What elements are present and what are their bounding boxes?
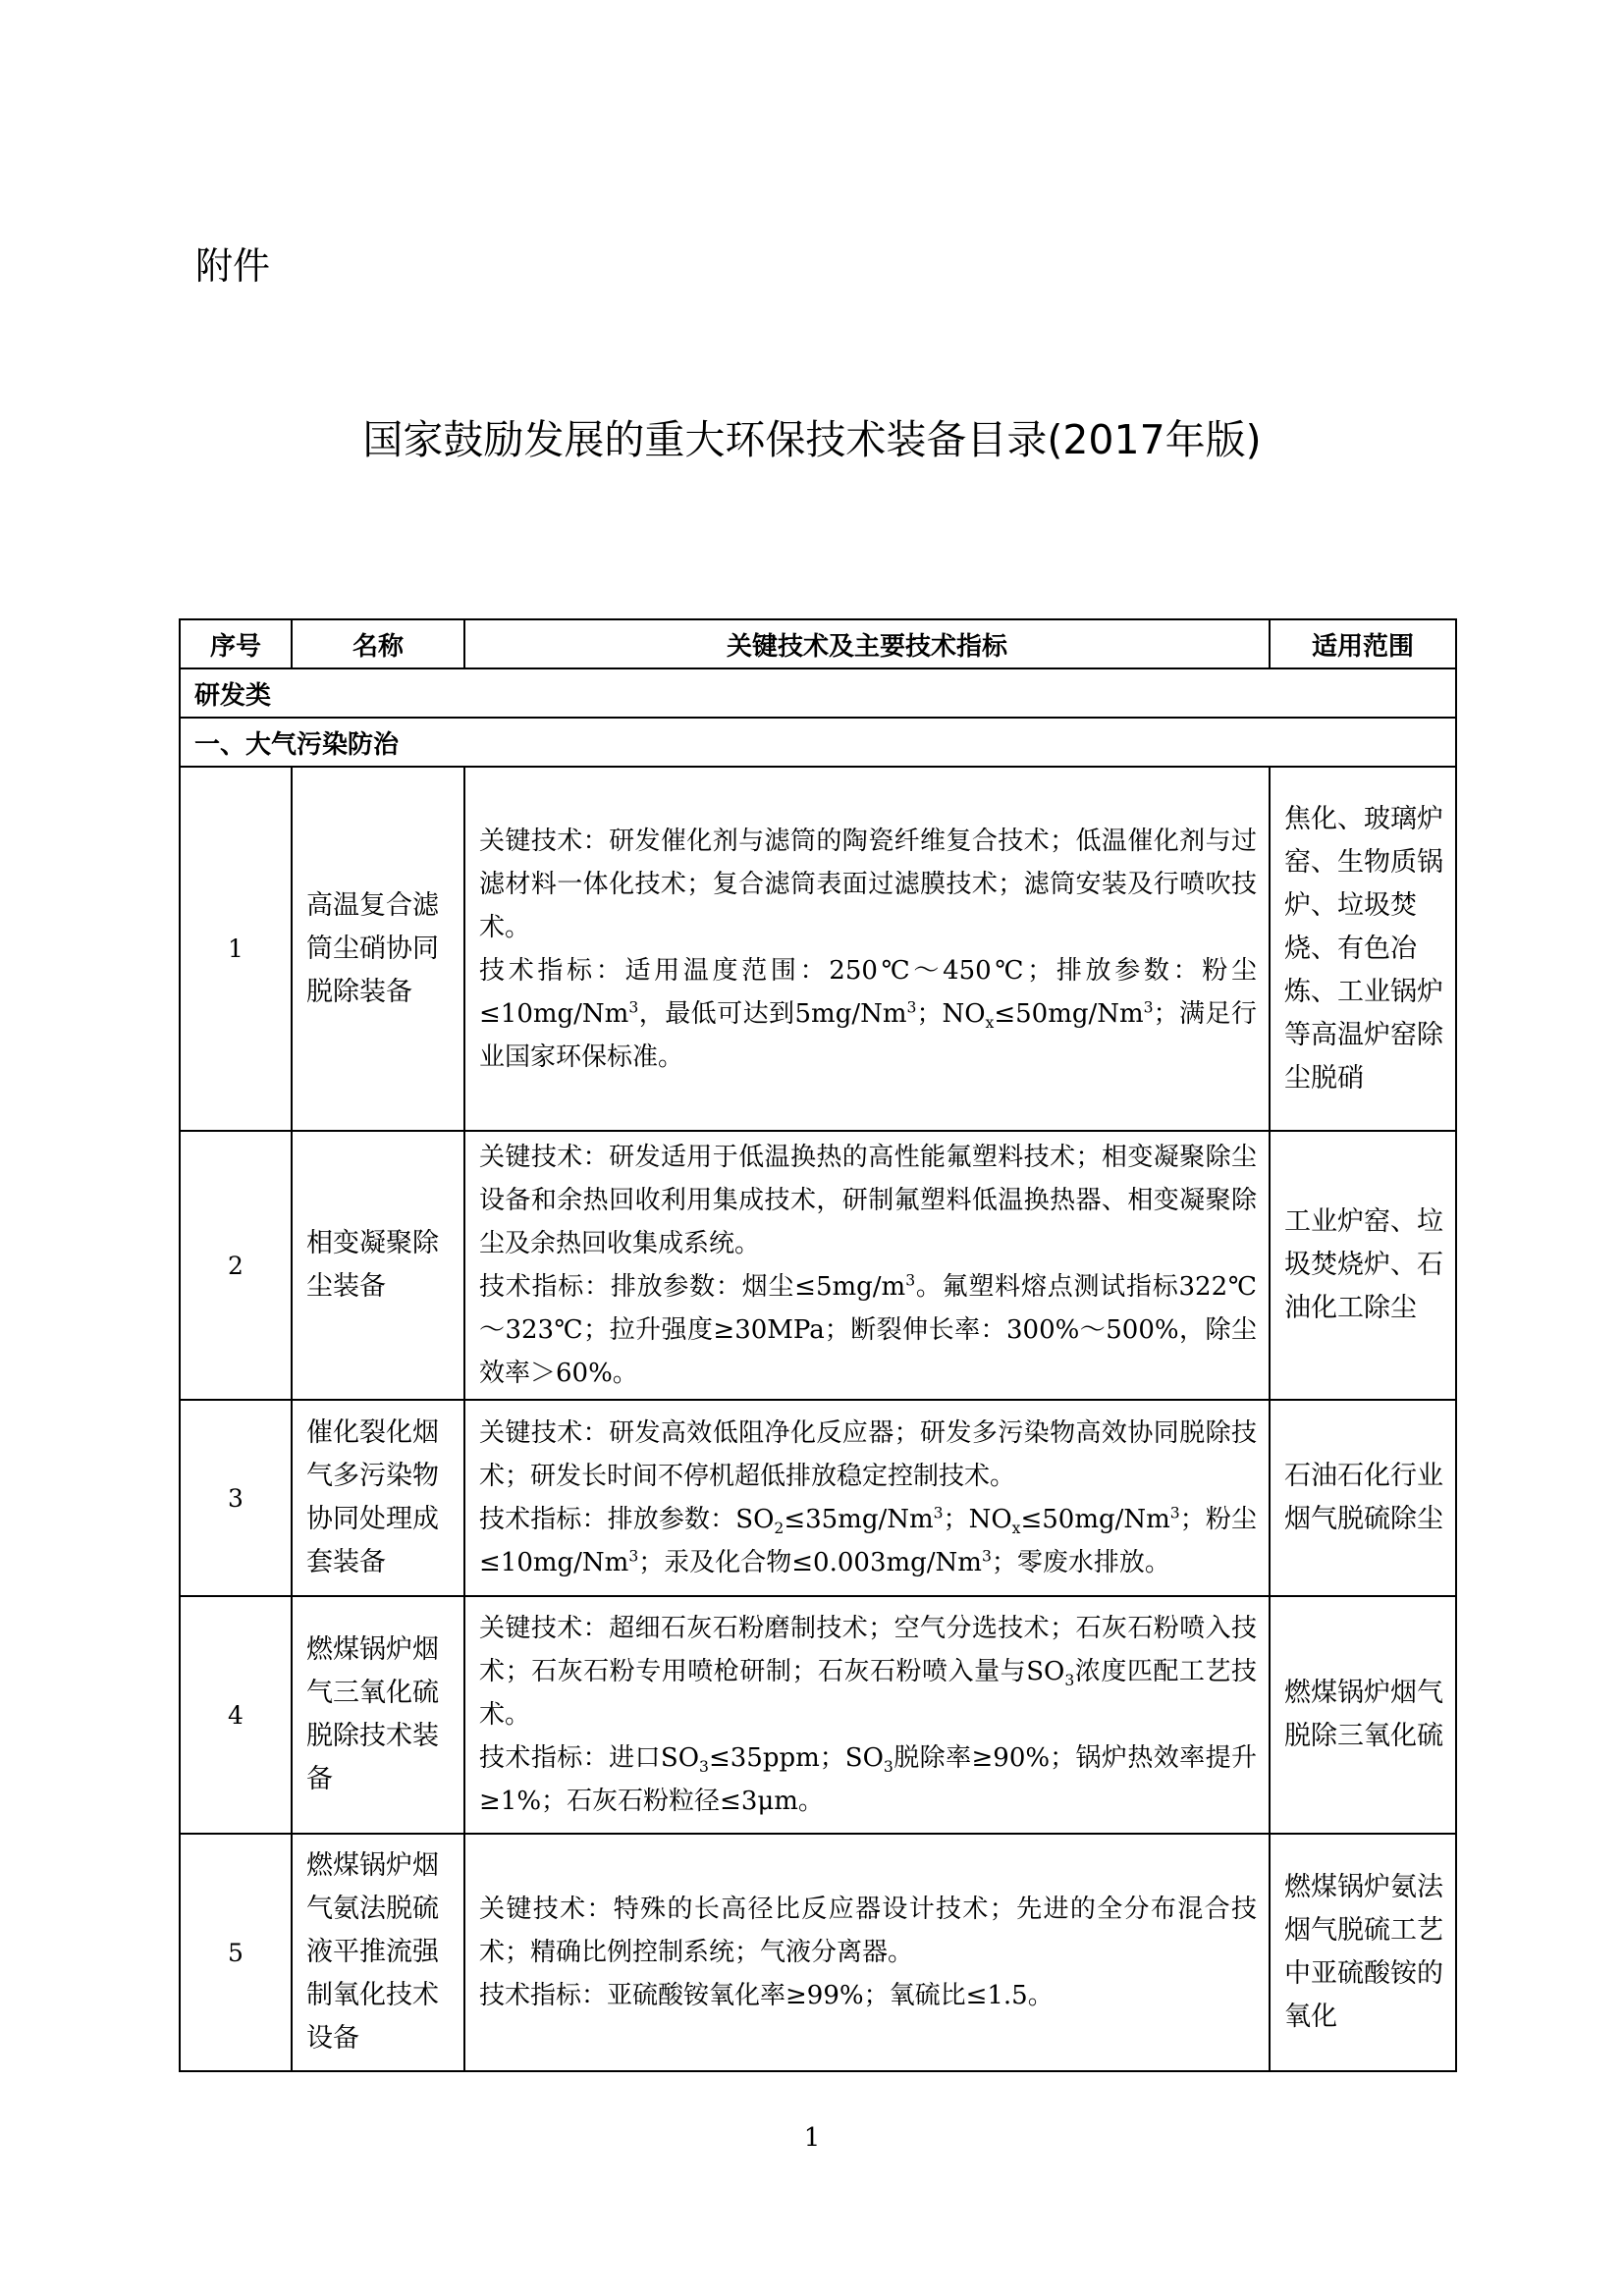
application-scope: 工业炉窑、垃圾焚烧炉、石油化工除尘 bbox=[1270, 1131, 1456, 1400]
table-row bbox=[180, 767, 1456, 1131]
key-technology-cell bbox=[464, 1596, 1270, 1834]
technical-indicators-text: 技术指标：适用温度范围：250℃～450℃；排放参数：粉尘$\le 10mg/Nm^3$，最低可达到5mg/Nm$^3$；$NO_x\le 50mg/Nm^3$；满足行业国家环保标准。 bbox=[479, 955, 1257, 1072]
technical-indicators-text: 技术指标：排放参数：$SO_2\le 35mg/Nm^3$；$NO_x\le 50mg/Nm^3$；粉尘$\le 10mg/Nm^3$；汞及化合物$\le 0.003mg/Nm^3$；零废水排放。 bbox=[479, 1504, 1257, 1577]
table-row bbox=[180, 1131, 1456, 1400]
column-header-no: 序号 bbox=[180, 619, 292, 668]
technical-indicators-text: 技术指标：进口$SO_3\le 35ppm$；$SO_3$脱除率≥90%；锅炉热效率提升≥1%；石灰石粉粒径≤3μm。 bbox=[479, 1743, 1257, 1816]
attachment-label: 附件 bbox=[195, 244, 271, 288]
document-title: 国家鼓励发展的重大环保技术装备目录(2017年版) bbox=[362, 416, 1262, 463]
table-row bbox=[180, 1834, 1456, 2071]
key-technology-cell bbox=[464, 1131, 1270, 1400]
application-scope: 燃煤锅炉氨法烟气脱硫工艺中亚硫酸铵的氧化 bbox=[1270, 1834, 1456, 2071]
equipment-name: 催化裂化烟气多污染物协同处理成套装备 bbox=[292, 1400, 464, 1596]
category-row bbox=[180, 668, 1456, 718]
key-technology-cell bbox=[464, 767, 1270, 1131]
equipment-name: 燃煤锅炉烟气氨法脱硫液平推流强制氧化技术设备 bbox=[292, 1834, 464, 2071]
key-technology-text: 关键技术：研发催化剂与滤筒的陶瓷纤维复合技术；低温催化剂与过滤材料一体化技术；复合滤筒表面过滤膜技术；滤筒安装及行喷吹技术。 bbox=[479, 826, 1257, 942]
row-number: 4 bbox=[180, 1596, 292, 1834]
key-technology-cell bbox=[464, 1400, 1270, 1596]
column-header-key-tech: 关键技术及主要技术指标 bbox=[464, 619, 1270, 668]
section-row bbox=[180, 718, 1456, 767]
row-number: 5 bbox=[180, 1834, 292, 2071]
technical-indicators-text: 技术指标：排放参数：烟尘$\le 5mg/m^3$。氟塑料熔点测试指标322℃～323℃；拉升强度≥30MPa；断裂伸长率：300%～500%，除尘效率＞60%。 bbox=[479, 1271, 1257, 1388]
table-row bbox=[180, 1596, 1456, 1834]
table-header-row bbox=[180, 619, 1456, 668]
equipment-catalog-table bbox=[179, 618, 1457, 2072]
row-number: 2 bbox=[180, 1131, 292, 1400]
category-label: 研发类 bbox=[180, 668, 1456, 718]
column-header-name: 名称 bbox=[292, 619, 464, 668]
equipment-name: 燃煤锅炉烟气三氧化硫脱除技术装备 bbox=[292, 1596, 464, 1834]
column-header-scope: 适用范围 bbox=[1270, 619, 1456, 668]
key-technology-text: 关键技术：研发高效低阻净化反应器；研发多污染物高效协同脱除技术；研发长时间不停机超低排放稳定控制技术。 bbox=[479, 1418, 1257, 1491]
equipment-name: 相变凝聚除尘装备 bbox=[292, 1131, 464, 1400]
key-technology-text: 关键技术：研发适用于低温换热的高性能氟塑料技术；相变凝聚除尘设备和余热回收利用集成技术，研制氟塑料低温换热器、相变凝聚除尘及余热回收集成系统。 bbox=[479, 1143, 1257, 1258]
technical-indicators-text: 技术指标：亚硫酸铵氧化率≥99%；氧硫比≤1.5。 bbox=[479, 1981, 1054, 2010]
application-scope: 焦化、玻璃炉窑、生物质锅炉、垃圾焚烧、有色冶炼、工业锅炉等高温炉窑除尘脱硝 bbox=[1270, 767, 1456, 1131]
table-row bbox=[180, 1400, 1456, 1596]
row-number: 3 bbox=[180, 1400, 292, 1596]
key-technology-text: 关键技术：特殊的长高径比反应器设计技术；先进的全分布混合技术；精确比例控制系统；气液分离器。 bbox=[479, 1895, 1257, 1967]
key-technology-text: 关键技术：超细石灰石粉磨制技术；空气分选技术；石灰石粉喷入技术；石灰石粉专用喷枪研制；石灰石粉喷入量与$SO_3$浓度匹配工艺技术。 bbox=[479, 1614, 1257, 1730]
key-technology-cell bbox=[464, 1834, 1270, 2071]
section-label: 一、大气污染防治 bbox=[180, 718, 1456, 767]
row-number: 1 bbox=[180, 767, 292, 1131]
application-scope: 燃煤锅炉烟气脱除三氧化硫 bbox=[1270, 1596, 1456, 1834]
application-scope: 石油石化行业烟气脱硫除尘 bbox=[1270, 1400, 1456, 1596]
page-number: 1 bbox=[803, 2123, 821, 2153]
equipment-name: 高温复合滤筒尘硝协同脱除装备 bbox=[292, 767, 464, 1131]
